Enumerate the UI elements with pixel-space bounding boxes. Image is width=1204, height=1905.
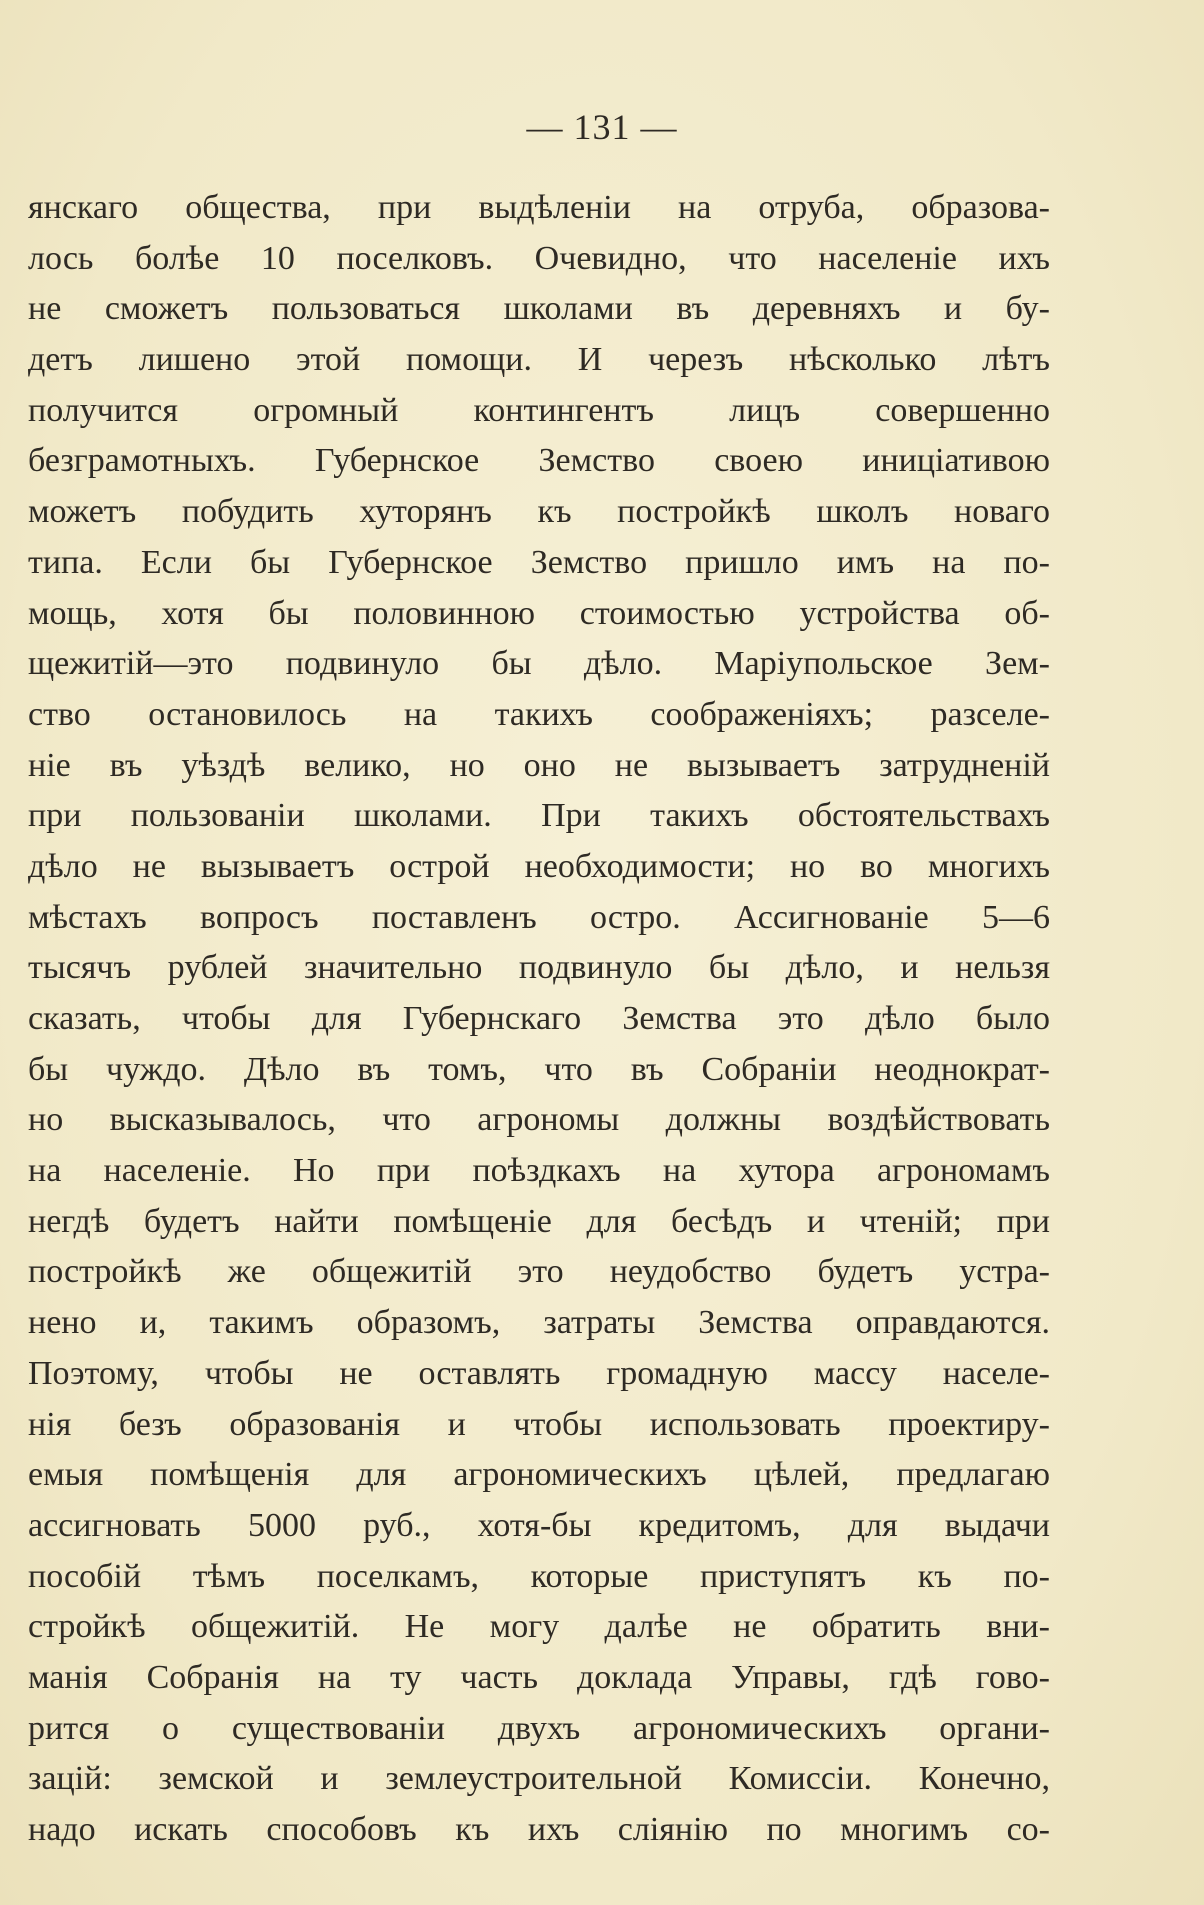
text-line: не сможетъ пользоваться школами въ деревняхъ и бу- (28, 290, 1050, 328)
text-line: ніе въ уѣздѣ велико, но оно не вызываетъ затрудненій (28, 746, 1050, 784)
text-line: тысячъ рублей значительно подвинуло бы дѣло, и нельзя (28, 949, 1050, 987)
text-line: ство остановилось на такихъ соображеніяхъ; разселе- (28, 695, 1050, 733)
text-line: нія безъ образованія и чтобы использовать проектиру- (28, 1405, 1050, 1443)
text-line: нено и, такимъ образомъ, затраты Земства оправдаются. (28, 1304, 1050, 1342)
page-number: — 131 — (526, 107, 678, 147)
text-line: рится о существованіи двухъ агрономическихъ органи- (28, 1709, 1050, 1747)
text-line: постройкѣ же общежитій это неудобство будетъ устра- (28, 1253, 1050, 1291)
text-line: безграмотныхъ. Губернское Земство своею иниціативою (28, 442, 1050, 480)
text-line: щежитій—это подвинуло бы дѣло. Маріупольское Зем- (28, 645, 1050, 683)
text-line: емыя помѣщенія для агрономическихъ цѣлей, предлагаю (28, 1456, 1050, 1494)
text-line: янскаго общества, при выдѣленіи на отруба, образова- (28, 189, 1050, 226)
text-line: ассигновать 5000 руб., хотя-бы кредитомъ, для выдачи (28, 1506, 1050, 1544)
text-line: дѣло не вызываетъ острой необходимости; но во многихъ (28, 847, 1050, 885)
text-line: на населеніе. Но при поѣздкахъ на хутора агрономамъ (28, 1152, 1050, 1190)
text-line: надо искать способовъ къ ихъ сліянію по многимъ со- (28, 1811, 1050, 1848)
text-line: манія Собранія на ту часть доклада Управы, гдѣ гово- (28, 1658, 1050, 1696)
text-line: бы чуждо. Дѣло въ томъ, что въ Собраніи неоднократ- (28, 1050, 1050, 1088)
text-line: зацій: земской и землеустроительной Комиссіи. Конечно, (28, 1760, 1050, 1798)
text-line: при пользованіи школами. При такихъ обстоятельствахъ (28, 797, 1050, 835)
text-line: получится огромный контингентъ лицъ совершенно (28, 391, 1050, 429)
text-line: сказать, чтобы для Губернскаго Земства это дѣло было (28, 1000, 1050, 1037)
text-line: стройкѣ общежитій. Не могу далѣе не обратить вни- (28, 1608, 1050, 1646)
text-line: но высказывалось, что агрономы должны воздѣйствовать (28, 1101, 1050, 1139)
text-line: типа. Если бы Губернское Земство пришло имъ на по- (28, 543, 1050, 581)
text-line: можетъ побудить хуторянъ къ постройкѣ школъ новаго (28, 493, 1050, 531)
text-line: детъ лишено этой помощи. И черезъ нѣсколько лѣтъ (28, 341, 1050, 379)
text-line: мощь, хотя бы половинною стоимостью устройства об- (28, 594, 1050, 632)
text-line: мѣстахъ вопросъ поставленъ остро. Ассигнованіе 5—6 (28, 898, 1050, 936)
body-text (28, 183, 1050, 1856)
text-line: негдѣ будетъ найти помѣщеніе для бесѣдъ и чтеній; при (28, 1202, 1050, 1240)
text-line: лось болѣе 10 поселковъ. Очевидно, что населеніе ихъ (28, 239, 1050, 277)
text-line: Поэтому, чтобы не оставлять громадную массу населе- (28, 1354, 1050, 1392)
text-line: пособій тѣмъ поселкамъ, которые приступятъ къ по- (28, 1557, 1050, 1595)
